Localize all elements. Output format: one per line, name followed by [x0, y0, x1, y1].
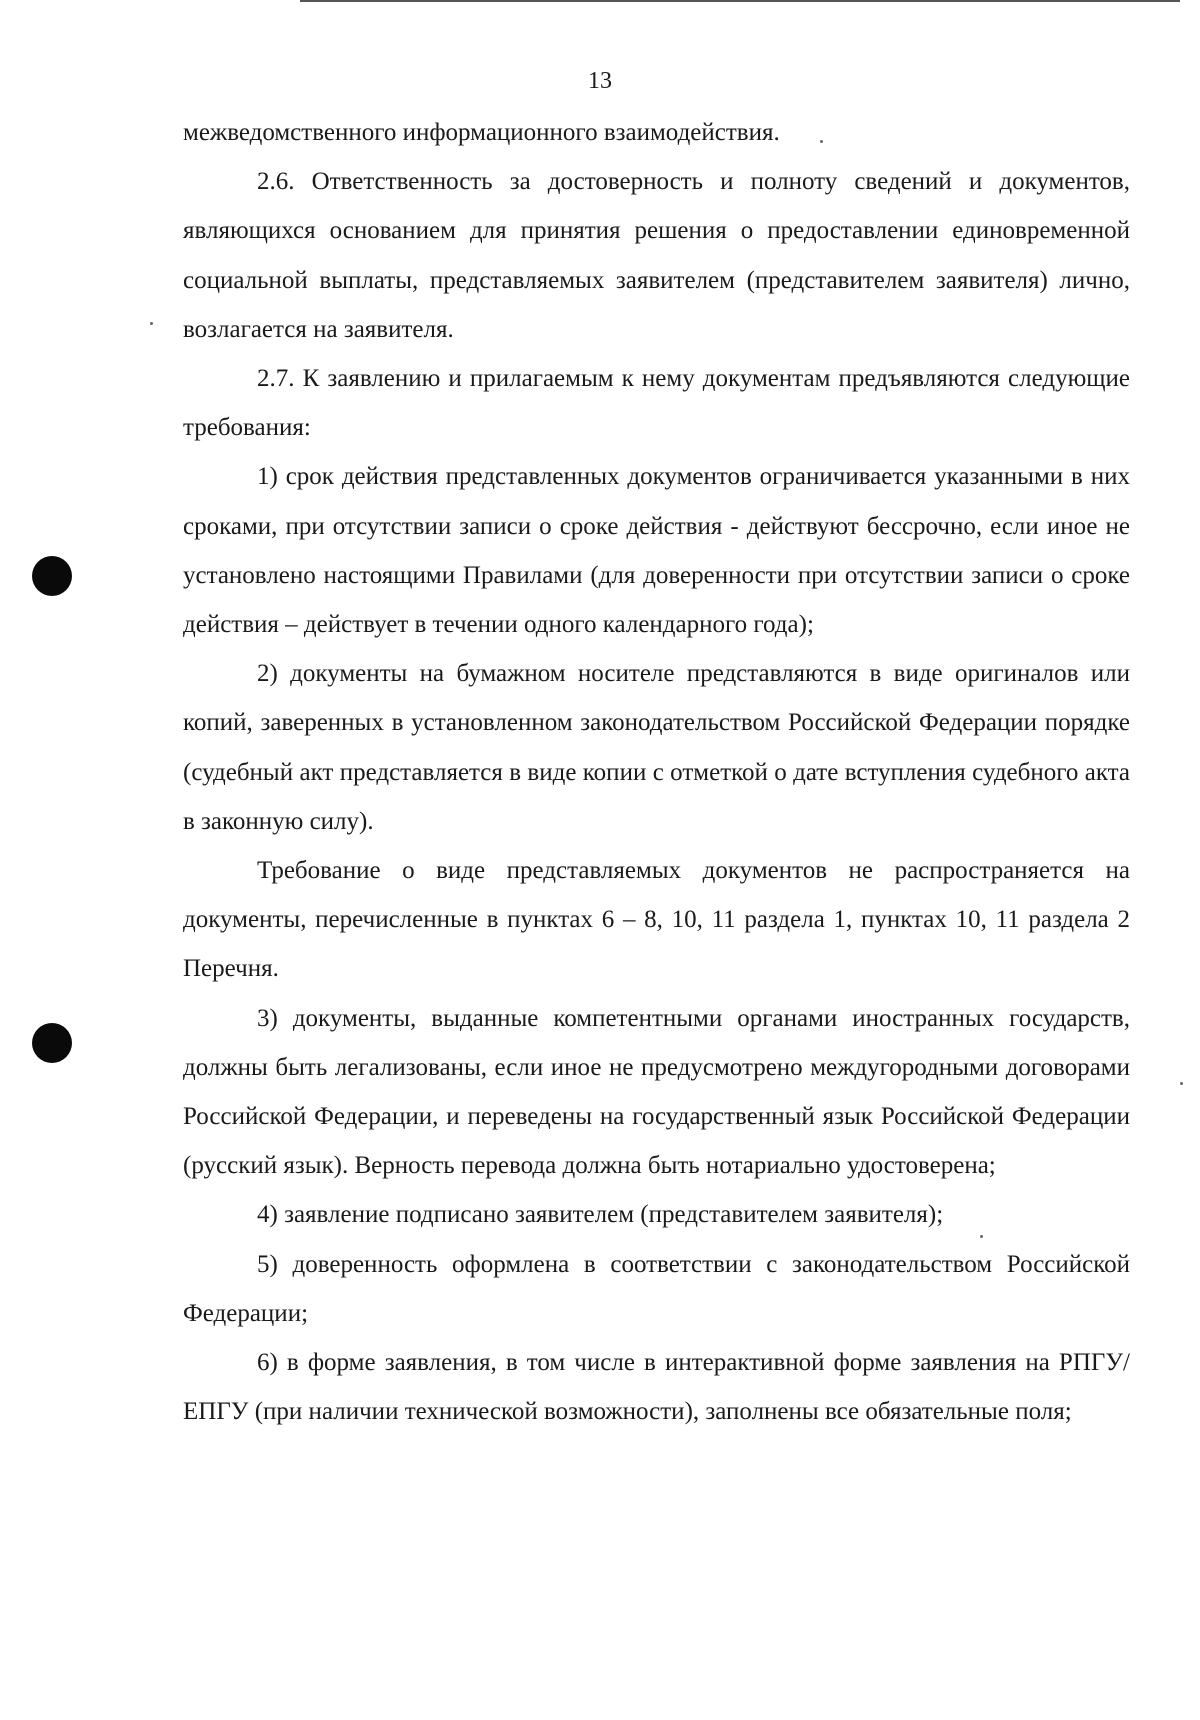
list-item-2: 2) документы на бумажном носителе представляются в виде оригиналов или копий, заверенных в установленном законодательством Российской Федерации порядке (судебный акт представляется в виде копии с отметкой о дате вступления судебного акта в законную силу). — [183, 660, 1130, 835]
punch-hole — [32, 556, 72, 596]
paragraph-2-6: 2.6. Ответственность за достоверность и полноту сведений и документов, являющихся основанием для принятия решения о предоставлении единовременной социальной выплаты, представляемых заявителем (представителем заявителя) лично, возлагается на заявителя. — [183, 168, 1130, 343]
paragraph-requirement: Требование о виде представляемых документов не распространяется на документы, перечисленные в пунктах 6 – 8, 10, 11 раздела 1, пунктах 10, 11 раздела 2 Перечня. — [183, 857, 1130, 983]
punch-hole — [32, 1023, 72, 1063]
scan-speck — [1180, 1082, 1183, 1085]
list-item-5: 5) доверенность оформлена в соответствии с законодательством Российской Федерации; — [183, 1250, 1130, 1327]
scan-top-edge — [300, 0, 1180, 2]
page-number: 13 — [588, 68, 612, 94]
list-item-4: 4) заявление подписано заявителем (представителем заявителя); — [257, 1201, 944, 1229]
list-item-3: 3) документы, выданные компетентными органами иностранных государств, должны быть легализованы, если иное не предусмотрено междугородными договорами Российской Федерации, и переведены на государственный язык Российской Федерации (русский язык). Верность перевода должна быть нотариально удостоверена; — [183, 1004, 1130, 1180]
body-text — [183, 108, 1130, 1436]
list-item-1: 1) срок действия представленных документов ограничивается указанными в них сроками, при отсутствии записи о сроке действия - действуют бессрочно, если иное не установлено настоящими Правилами (для доверенности при отсутствии записи о сроке действия – действует в течении одного календарного года); — [183, 463, 1130, 639]
paragraph-2-7: 2.7. К заявлению и прилагаемым к нему документам предъявляются следующие требования: — [183, 365, 1130, 442]
paragraph-continuation: межведомственного информационного взаимодействия. — [183, 119, 780, 146]
scan-speck — [150, 322, 153, 325]
list-item-6: 6) в форме заявления, в том числе в интерактивной форме заявления на РПГУ/ЕПГУ (при наличии технической возможности), заполнены все обязательные поля; — [183, 1349, 1130, 1426]
